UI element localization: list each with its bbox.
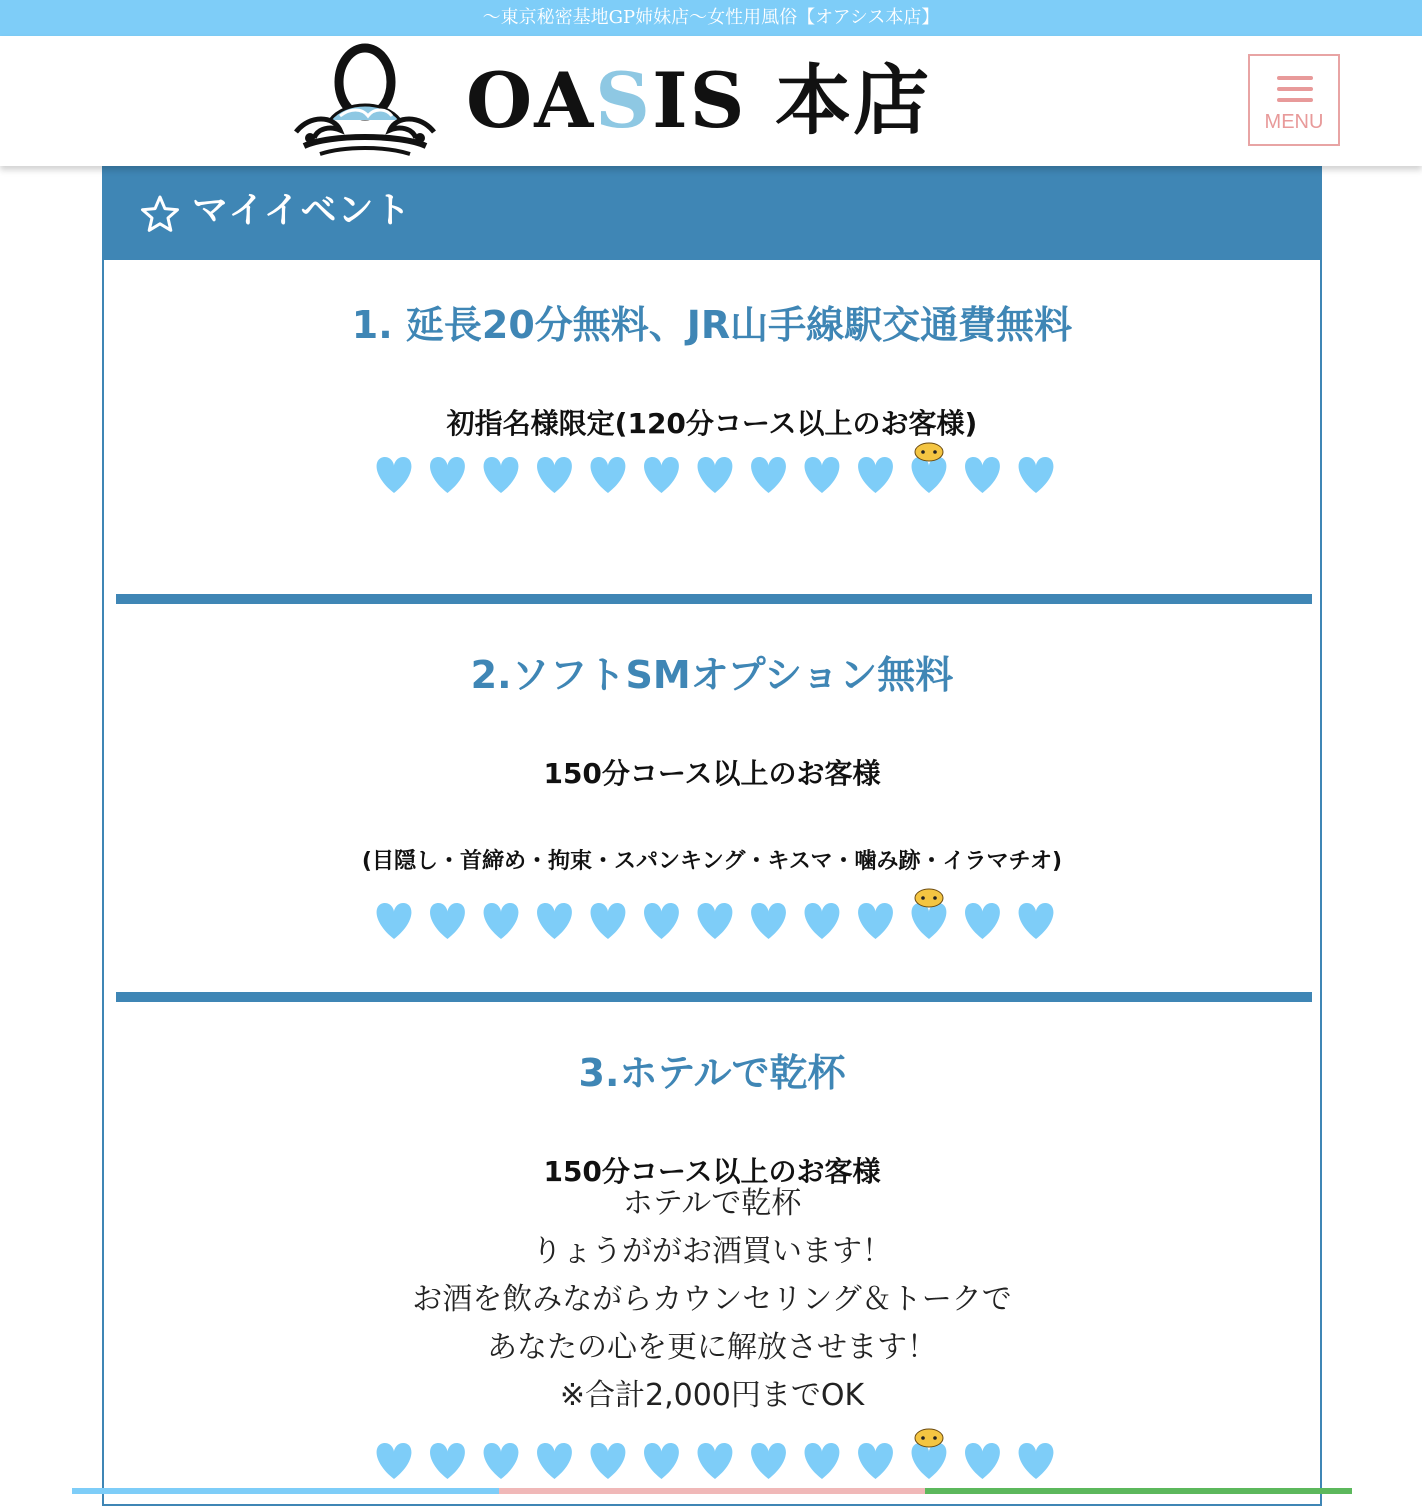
heart-icon <box>537 903 572 939</box>
heart-icon <box>537 457 572 493</box>
heart-icon <box>805 1443 840 1479</box>
event-3-subtitle: 150分コース以上のお客様 <box>543 1155 881 1188</box>
heart-row-svg <box>370 440 1060 500</box>
event-3-line: お酒を飲みながらカウンセリング＆トークで <box>412 1282 1012 1317</box>
heart-row-1 <box>370 440 1060 500</box>
menu-button[interactable] <box>1248 54 1340 146</box>
heart-icon <box>751 903 786 939</box>
site-header <box>0 36 1422 166</box>
heart-icon <box>591 903 626 939</box>
heart-row-svg <box>370 886 1060 946</box>
heart-icon <box>858 457 893 493</box>
heart-icon <box>537 1443 572 1479</box>
star-icon <box>140 194 180 234</box>
bottom-color-bar <box>72 1488 1352 1494</box>
menu-label: MENU <box>1264 111 1324 133</box>
heart-icon <box>698 903 733 939</box>
event-3-title: 3.ホテルで乾杯 <box>578 1051 846 1095</box>
heart-icon <box>644 903 679 939</box>
event-1-title: 1. 延長20分無料、JR山手線駅交通費無料 <box>351 303 1073 347</box>
heart-icon <box>484 457 519 493</box>
heart-icon <box>1019 1443 1054 1479</box>
heart-icon <box>591 1443 626 1479</box>
hamburger-icon <box>1277 76 1313 106</box>
bottom-bar-segment <box>499 1488 925 1494</box>
heart-icon <box>377 903 412 939</box>
event-2-title: 2.ソフトSMオプション無料 <box>470 653 954 697</box>
heart-icon <box>858 903 893 939</box>
event-3-line: あなたの心を更に解放させます！ <box>487 1330 937 1365</box>
heart-icon <box>430 457 465 493</box>
heart-icon <box>965 903 1000 939</box>
site-logo[interactable] <box>290 42 970 160</box>
panel-title: マイイベント <box>192 190 412 231</box>
top-banner: 〜東京秘密基地GP姉妹店〜女性用風俗【オアシス本店】 <box>0 0 1422 36</box>
heart-icon <box>1019 903 1054 939</box>
heart-icon <box>805 903 840 939</box>
event-3-line: ホテルで乾杯 <box>622 1186 802 1221</box>
heart-icon <box>644 1443 679 1479</box>
heart-icon <box>751 457 786 493</box>
heart-row-2 <box>370 886 1060 946</box>
heart-icon <box>751 1443 786 1479</box>
heart-icon <box>430 903 465 939</box>
event-3-line: ※合計2,000円までOK <box>559 1378 865 1413</box>
bottom-bar-segment <box>72 1488 499 1494</box>
heart-icon <box>430 1443 465 1479</box>
heart-row-3 <box>370 1426 1060 1486</box>
heart-icon <box>377 1443 412 1479</box>
heart-icon <box>698 1443 733 1479</box>
heart-icon <box>591 457 626 493</box>
event-2-subtitle: 150分コース以上のお客様 <box>543 757 881 790</box>
event-2-note: (目隠し・首締め・拘束・スパンキング・キスマ・噛み跡・イラマチオ) <box>361 849 1063 874</box>
event-divider <box>116 594 1312 604</box>
panel-header <box>104 168 1320 260</box>
heart-icon <box>1019 457 1054 493</box>
bottom-bar-segment <box>925 1488 1352 1494</box>
heart-row-svg <box>370 1426 1060 1486</box>
heart-icon <box>805 457 840 493</box>
tiger-heart-icon <box>912 443 947 493</box>
event-1-subtitle: 初指名様限定(120分コース以上のお客様) <box>446 407 978 440</box>
tiger-heart-icon <box>912 889 947 939</box>
event-3-line: りょうががお酒買います！ <box>532 1234 892 1269</box>
heart-icon <box>858 1443 893 1479</box>
heart-icon <box>965 457 1000 493</box>
event-divider <box>116 992 1312 1002</box>
heart-icon <box>698 457 733 493</box>
my-event-panel <box>102 166 1322 1506</box>
heart-icon <box>484 1443 519 1479</box>
logo-text: OASIS 本店 <box>466 56 931 145</box>
tiger-heart-icon <box>912 1429 947 1479</box>
heart-icon <box>965 1443 1000 1479</box>
heart-icon <box>484 903 519 939</box>
heart-icon <box>644 457 679 493</box>
heart-icon <box>377 457 412 493</box>
wave-emblem-icon <box>290 42 440 160</box>
